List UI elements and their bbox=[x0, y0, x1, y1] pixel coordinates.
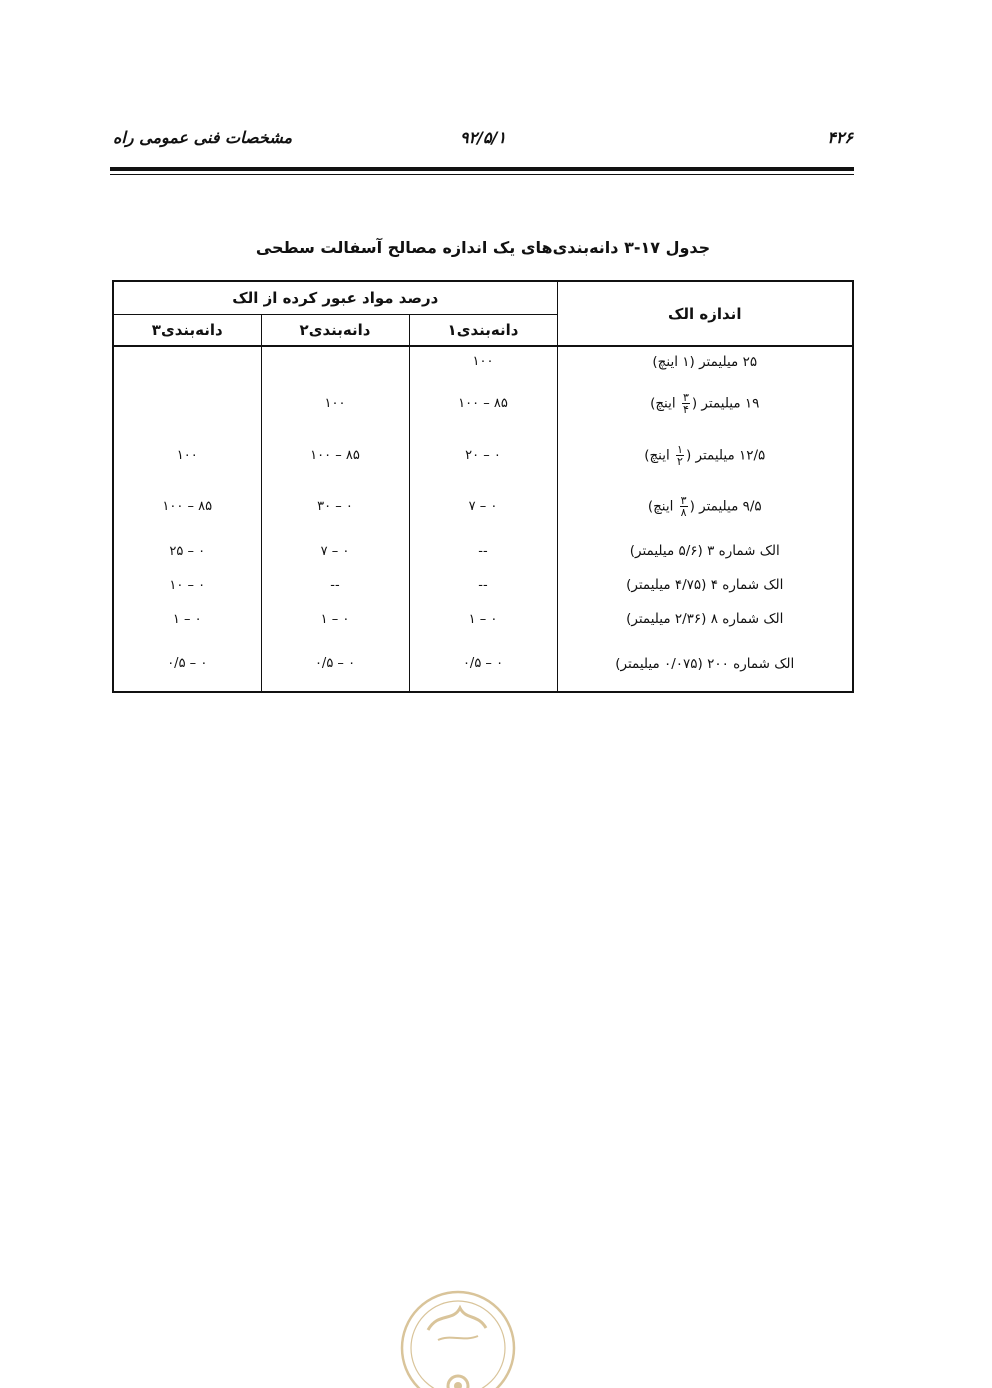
sieve-size-text: ۱۹ میلیمتر ( bbox=[691, 395, 760, 412]
grading-2-value: ۱۰۰ bbox=[261, 376, 409, 431]
header-rule-thin bbox=[110, 174, 854, 175]
grading-1-value: ۷ – ۰ bbox=[409, 479, 557, 534]
table-row bbox=[113, 534, 853, 568]
col-header-grading-2: دانه‌بندی۲ bbox=[261, 315, 409, 347]
fraction bbox=[680, 495, 688, 518]
fraction-denominator: ۴ bbox=[682, 403, 689, 416]
table-row bbox=[113, 479, 853, 534]
fraction-numerator: ۳ bbox=[682, 391, 689, 404]
grading-1-value: -- bbox=[409, 568, 557, 602]
grading-table bbox=[112, 280, 854, 693]
book-title: مشخصات فنی عمومی راه bbox=[113, 128, 293, 147]
col-header-sieve: اندازه الک bbox=[557, 281, 853, 346]
fraction-denominator: ۲ bbox=[677, 454, 683, 468]
sieve-size bbox=[557, 479, 853, 534]
fraction-numerator: ۱ bbox=[677, 442, 683, 456]
grading-2-value: ۰/۵ – ۰ bbox=[261, 636, 409, 692]
sieve-size-unit: اینچ) bbox=[644, 447, 675, 463]
grading-1-value: ۱۰۰ – ۸۵ bbox=[409, 376, 557, 431]
sieve-size-text: ۹/۵ میلیمتر ( bbox=[689, 498, 762, 515]
sieve-size: الک شماره ۲۰۰ (۰/۰۷۵ میلیمتر) bbox=[557, 636, 853, 692]
table-row bbox=[113, 568, 853, 602]
col-header-group: درصد مواد عبور کرده از الک bbox=[113, 281, 557, 315]
table-row bbox=[113, 602, 853, 636]
table-row bbox=[113, 431, 853, 479]
grading-2-value bbox=[261, 346, 409, 376]
grading-1-value: -- bbox=[409, 534, 557, 568]
sieve-size-unit: اینچ) bbox=[647, 498, 678, 515]
fraction bbox=[682, 392, 690, 415]
header-rule-thick bbox=[110, 167, 854, 171]
sieve-size: الک شماره ۴ (۴/۷۵ میلیمتر) bbox=[557, 568, 853, 602]
grading-2-value: ۳۰ – ۰ bbox=[261, 479, 409, 534]
grading-2-value: ۷ – ۰ bbox=[261, 534, 409, 568]
grading-2-value: ۱۰۰ – ۸۵ bbox=[261, 431, 409, 479]
table-row bbox=[113, 376, 853, 431]
sieve-size: الک شماره ۳ (۵/۶ میلیمتر) bbox=[557, 534, 853, 568]
grading-3-value: ۰/۵ – ۰ bbox=[113, 636, 261, 692]
table-caption: جدول ۱۷-۳ دانه‌بندی‌های یک اندازه مصالح آسفالت سطحی bbox=[255, 238, 711, 257]
col-header-grading-1: دانه‌بندی۱ bbox=[409, 315, 557, 347]
table-row bbox=[113, 346, 853, 376]
sieve-size bbox=[557, 431, 853, 479]
grading-1-value: ۲۰ – ۰ bbox=[409, 431, 557, 479]
grading-3-value: ۱۰۰ – ۸۵ bbox=[113, 479, 261, 534]
page-number: ۴۲۶ bbox=[827, 128, 853, 147]
grading-2-value: ۱ – ۰ bbox=[261, 602, 409, 636]
grading-3-value bbox=[113, 376, 261, 431]
fraction-denominator: ۸ bbox=[680, 506, 687, 519]
table-row bbox=[113, 636, 853, 692]
grading-1-value: ۱۰۰ bbox=[409, 346, 557, 376]
sieve-size bbox=[557, 376, 853, 431]
sieve-size-text: ۱۲/۵ میلیمتر ( bbox=[685, 447, 766, 463]
fraction-numerator: ۳ bbox=[680, 494, 687, 507]
grading-3-value bbox=[113, 346, 261, 376]
page-header bbox=[113, 128, 853, 158]
col-header-grading-3: دانه‌بندی۳ bbox=[113, 315, 261, 347]
sieve-size-unit: اینچ) bbox=[650, 395, 680, 412]
grading-2-value: -- bbox=[261, 568, 409, 602]
grading-3-value: ۱۰ – ۰ bbox=[113, 568, 261, 602]
grading-1-value: ۱ – ۰ bbox=[409, 602, 557, 636]
grading-3-value: ۲۵ – ۰ bbox=[113, 534, 261, 568]
fraction bbox=[676, 444, 684, 467]
grading-3-value: ۱ – ۰ bbox=[113, 602, 261, 636]
grading-1-value: ۰/۵ – ۰ bbox=[409, 636, 557, 692]
publisher-stamp-logo bbox=[398, 1278, 518, 1388]
header-date: ۹۲/۵/۱ bbox=[459, 128, 507, 147]
grading-3-value: ۱۰۰ bbox=[113, 431, 261, 479]
sieve-size: الک شماره ۸ (۲/۳۶ میلیمتر) bbox=[557, 602, 853, 636]
sieve-size: ۲۵ میلیمتر (۱ اینچ) bbox=[557, 346, 853, 376]
